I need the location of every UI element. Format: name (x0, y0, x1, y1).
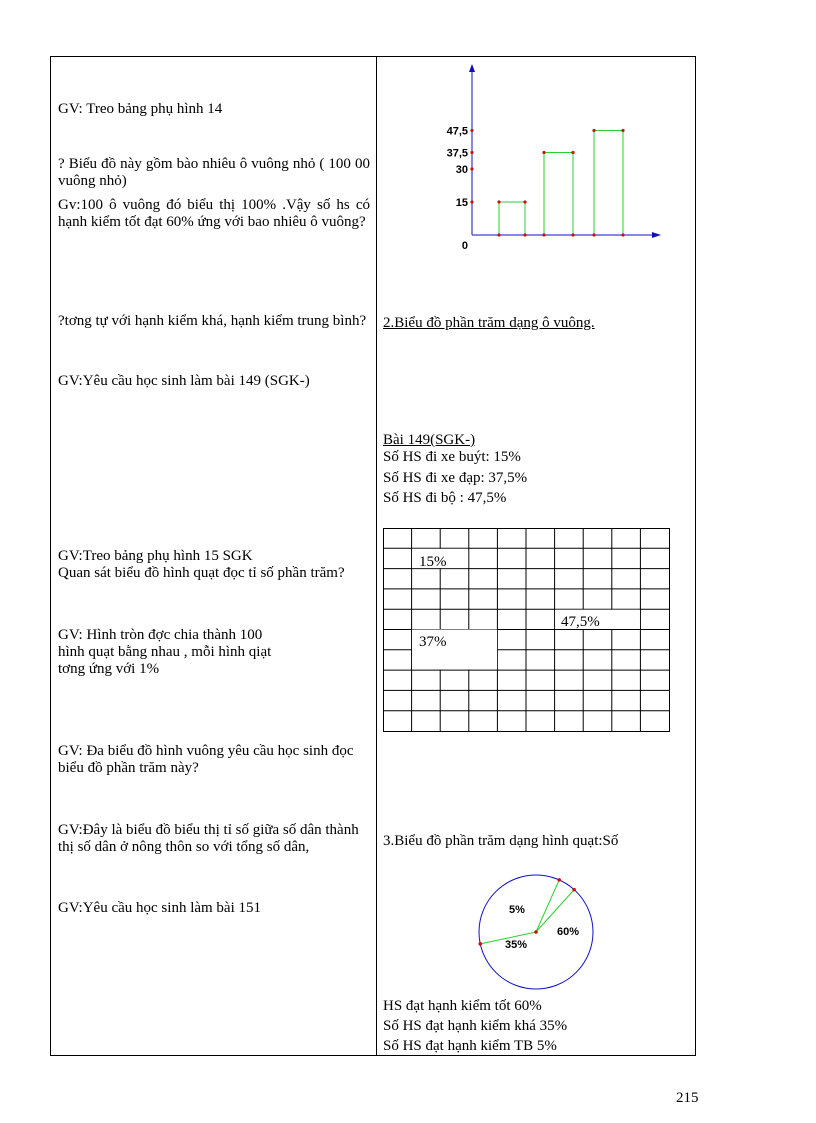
pie-slice-point-2 (557, 878, 561, 882)
pie-slice-edge-2 (536, 880, 559, 932)
y-tick-label-4: 47,5 (446, 125, 468, 138)
left-p8: GV: Đa biểu đồ hình vuông yêu cầu học sinh đọc biểu đồ phần trăm này? (58, 743, 354, 776)
pie-line-1: HS đạt hạnh kiểm tốt 60% (383, 998, 542, 1014)
bar-2-point-3 (621, 233, 624, 236)
y-tick-label-1: 15 (455, 197, 468, 209)
pie-line-2: Số HS đạt hạnh kiểm khá 35% (383, 1018, 568, 1034)
pie-slice-label-2: 5% (509, 904, 525, 916)
exercise-line-2: Số HS đi xe đạp: 37,5% (383, 470, 528, 486)
y-tick-label-3: 37,5 (446, 147, 468, 160)
bar-1-point-0 (542, 151, 545, 154)
left-p6: GV:Treo bảng phụ hình 15 SGK Quan sát biểu đồ hình quạt đọc tỉ số phần trăm? (58, 548, 345, 581)
bar-0-point-3 (523, 233, 526, 236)
bar-0-point-2 (497, 233, 500, 236)
bar-2-point-0 (592, 129, 595, 132)
pie-slice-point-0 (572, 888, 576, 892)
y-tick-point-3 (470, 151, 473, 154)
bar-chart (440, 60, 670, 260)
y-tick-point-2 (470, 167, 473, 170)
left-p5: GV:Yêu cầu học sinh làm bài 149 (SGK-) (58, 373, 310, 389)
left-p4: ?tơng tự với hạnh kiểm khá, hạnh kiểm trung bình? (58, 313, 367, 329)
bar-1-point-2 (542, 233, 545, 236)
bar-1-point-3 (571, 233, 574, 236)
y-tick-point-4 (470, 129, 473, 132)
bar-0 (499, 202, 525, 235)
grid-label-15: 15% (419, 554, 447, 570)
left-p2: ? Biểu đồ này gồm bào nhiêu ô vuông nhỏ ( 100 00 vuông nhỏ) (58, 156, 370, 189)
pie-chart (472, 872, 612, 998)
column-divider (376, 56, 377, 1056)
bar-1-point-1 (571, 151, 574, 154)
bar-2-point-1 (621, 129, 624, 132)
left-p1: GV: Treo bảng phụ hình 14 (58, 101, 223, 117)
page-number: 215 (676, 1090, 699, 1106)
grid-label-47: 47,5% (561, 614, 600, 630)
y-tick-label-0: 0 (461, 240, 468, 252)
pie-slice-label-0: 60% (556, 926, 580, 938)
left-p10: GV:Yêu cầu học sinh làm bài 151 (58, 900, 262, 916)
section3-title: 3.Biểu đồ phần trăm dạng hình quạt:Số (383, 833, 619, 849)
y-tick-point-1 (470, 200, 473, 203)
pie-slice-point-1 (478, 942, 482, 946)
grid-label-37: 37% (419, 634, 447, 650)
exercise-title: Bài 149(SGK-) (383, 432, 476, 448)
square-percent-chart (383, 528, 673, 735)
x-axis-arrow (652, 232, 661, 238)
left-p3: Gv:100 ô vuông đó biểu thị 100% .Vậy số hs có hạnh kiểm tốt đạt 60% ứng với bao nhiêu ô vuông? (58, 197, 370, 230)
y-axis-arrow (469, 64, 475, 72)
left-p7: GV: Hình tròn đợc chia thành 100 hình quạt bằng nhau , mỗi hình qiạt tơng ứng với 1% (58, 627, 272, 677)
pie-center (534, 930, 538, 934)
bar-0-point-0 (497, 200, 500, 203)
exercise-line-3: Số HS đi bộ : 47,5% (383, 490, 507, 506)
pie-line-3: Số HS đạt hạnh kiểm TB 5% (383, 1038, 557, 1054)
exercise-line-1: Số HS đi xe buýt: 15% (383, 449, 521, 465)
bar-0-point-1 (523, 200, 526, 203)
bar-1 (544, 153, 573, 236)
pie-slice-label-1: 35% (504, 939, 528, 951)
left-p9: GV:Đây là biểu đồ biểu thị tỉ số giữa số dân thành thị số dân ở nông thôn so với tổng số dân, (58, 822, 359, 855)
y-tick-label-2: 30 (455, 164, 468, 176)
bar-2-point-2 (592, 233, 595, 236)
section2-title: 2.Biểu đồ phần trăm dạng ô vuông. (383, 315, 595, 331)
bar-2 (594, 131, 623, 236)
